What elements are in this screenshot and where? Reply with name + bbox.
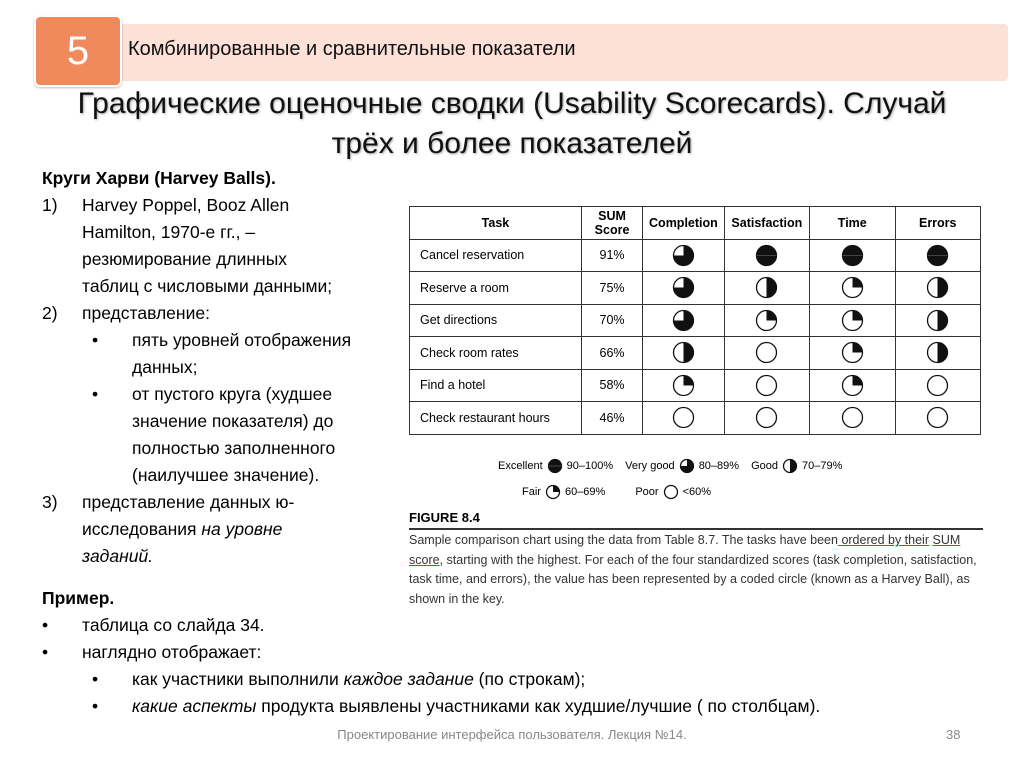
section-number-badge: 5 <box>34 15 122 87</box>
scorecard-body <box>410 239 981 434</box>
harvey-ball-icon <box>663 484 679 500</box>
caption-underlined-2: SUM score, <box>409 533 961 567</box>
item1-text-line3: резюмирование длинных <box>82 249 288 269</box>
header-task: Task <box>410 207 582 240</box>
harvey-ball-icon <box>926 276 949 299</box>
table-row <box>410 402 981 435</box>
harvey-ball-icon <box>841 244 864 267</box>
harvey-ball-icon <box>782 458 798 474</box>
item3-italic-part2: заданий. <box>82 546 154 566</box>
table-row <box>410 239 981 272</box>
harvey-ball-icon <box>841 341 864 364</box>
harvey-ball-icon <box>545 484 561 500</box>
task-name-cell: Get directions <box>410 304 582 337</box>
item2-bullet1-line2: данных; <box>132 357 198 377</box>
task-name-cell: Check restaurant hours <box>410 402 582 435</box>
harvey-ball-icon <box>926 374 949 397</box>
harvey-ball-cell <box>724 337 809 370</box>
scorecard-table <box>409 206 981 435</box>
harvey-ball-icon <box>926 309 949 332</box>
legend-row-1 <box>498 458 854 474</box>
harvey-ball-cell <box>895 337 981 370</box>
harvey-ball-cell <box>724 369 809 402</box>
harvey-ball-icon <box>672 374 695 397</box>
legend-range: 60–69% <box>564 486 606 498</box>
harvey-ball-icon <box>547 458 563 474</box>
item3-italic-part1: на уровне <box>201 519 283 539</box>
legend-range: 70–79% <box>801 460 843 472</box>
legend-range: 80–89% <box>698 460 740 472</box>
legend-row-2 <box>522 484 723 500</box>
figure-rule <box>409 528 983 530</box>
legend-item <box>751 460 842 472</box>
item2-line <box>42 300 402 327</box>
harvey-ball-cell <box>810 369 895 402</box>
harvey-ball-cell <box>895 402 981 435</box>
harvey-ball-icon <box>926 341 949 364</box>
harvey-ball-icon <box>672 406 695 429</box>
slide-title-line2: трёх и более показателей <box>331 127 693 160</box>
sum-score-cell: 46% <box>581 402 642 435</box>
sum-score-cell: 70% <box>581 304 642 337</box>
figure-title: FIGURE 8.4 <box>409 510 480 525</box>
item3-line2 <box>42 516 402 543</box>
header-sum-line1: SUM <box>598 208 626 223</box>
header-sum-score <box>581 207 642 240</box>
section-title: Комбинированные и сравнительные показатели <box>128 38 576 60</box>
item2-number: 2) <box>42 303 58 323</box>
item2-bullet2-line3: полностью заполненного <box>132 438 336 458</box>
item2-text: представление: <box>82 303 210 323</box>
table-row <box>410 337 981 370</box>
slide-title-line1: Графические оценочные сводки (Usability Scorecards). Случай <box>77 87 947 120</box>
harvey-ball-cell <box>810 304 895 337</box>
task-name-cell: Check room rates <box>410 337 582 370</box>
harvey-ball-cell <box>810 239 895 272</box>
harvey-ball-icon <box>755 374 778 397</box>
harvey-ball-icon <box>755 244 778 267</box>
item2-bullet2-line1 <box>42 381 402 408</box>
bullet-glyph: • <box>92 696 99 716</box>
harvey-ball-icon <box>755 341 778 364</box>
harvey-heading: Круги Харви (Harvey Balls). <box>42 168 276 188</box>
harvey-ball-icon <box>755 309 778 332</box>
item2-bullet1-text: пять уровней отображения <box>132 330 352 350</box>
caption-underlined-1: ordered by their <box>837 533 929 547</box>
legend-item <box>498 460 613 472</box>
item1-text-line2: Hamilton, 1970-е гг., – <box>82 222 256 242</box>
table-row <box>410 272 981 305</box>
harvey-ball-icon <box>841 374 864 397</box>
header-time: Time <box>810 207 895 240</box>
harvey-ball-icon <box>672 276 695 299</box>
item1-number: 1) <box>42 195 58 215</box>
example-sub1-italic: каждое задание <box>343 669 474 689</box>
sum-score-cell: 91% <box>581 239 642 272</box>
item2-bullet1-line1 <box>42 327 402 354</box>
example-bullet1-text: таблица со слайда 34. <box>82 615 265 635</box>
harvey-ball-icon <box>672 244 695 267</box>
harvey-ball-cell <box>724 304 809 337</box>
legend-label: Very good <box>625 460 675 472</box>
item2-bullet2-text: от пустого круга (худшее <box>132 384 333 404</box>
item3-text-line2: исследования <box>82 519 202 539</box>
example-sub2-text: продукта выявлены участниками как худшие/лучшие ( по столбцам). <box>256 696 821 716</box>
legend-item <box>522 486 605 498</box>
legend-range: 90–100% <box>566 460 614 472</box>
sum-score-cell: 75% <box>581 272 642 305</box>
harvey-ball-cell <box>643 239 724 272</box>
task-name-cell: Cancel reservation <box>410 239 582 272</box>
bullet-glyph: • <box>92 669 99 689</box>
header-sum-line2: Score <box>594 222 630 237</box>
harvey-ball-icon <box>679 458 695 474</box>
item3-line3 <box>42 543 402 570</box>
harvey-ball-icon <box>755 406 778 429</box>
bullet-glyph: • <box>42 615 49 635</box>
item3-text-line1: представление данных ю- <box>82 492 295 512</box>
legend-item <box>635 486 711 498</box>
example-sub2-italic: какие аспекты <box>132 696 257 716</box>
bullet-glyph: • <box>42 642 49 662</box>
harvey-ball-cell <box>895 369 981 402</box>
scorecard-figure <box>406 200 984 610</box>
legend-range: <60% <box>682 486 712 498</box>
harvey-ball-icon <box>672 309 695 332</box>
harvey-ball-icon <box>926 244 949 267</box>
harvey-ball-cell <box>724 272 809 305</box>
harvey-ball-cell <box>643 369 724 402</box>
item3-line1 <box>42 489 402 516</box>
bullet-glyph: • <box>92 330 99 350</box>
bullet-glyph: • <box>92 384 99 404</box>
legend-label: Good <box>751 460 778 472</box>
harvey-ball-cell <box>895 304 981 337</box>
page-number: 38 <box>946 727 961 742</box>
figure-caption <box>409 531 987 609</box>
example-heading: Пример. <box>42 588 115 608</box>
harvey-ball-cell <box>643 402 724 435</box>
harvey-ball-icon <box>841 276 864 299</box>
table-row <box>410 304 981 337</box>
task-name-cell: Find a hotel <box>410 369 582 402</box>
item1-text-line1: Harvey Poppel, Booz Allen <box>82 195 290 215</box>
example-sub2 <box>42 693 1002 720</box>
example-sub1 <box>42 666 1002 693</box>
sum-score-cell: 58% <box>581 369 642 402</box>
left-text-column <box>42 165 402 570</box>
scorecard-header-row <box>410 207 981 240</box>
item1-line <box>42 192 402 219</box>
task-name-cell: Reserve a room <box>410 272 582 305</box>
harvey-ball-cell <box>643 272 724 305</box>
harvey-ball-icon <box>755 276 778 299</box>
example-sub1-text-a: как участники выполнили <box>132 669 344 689</box>
legend-item <box>625 460 739 472</box>
example-bullet2-text: наглядно отображает: <box>82 642 262 662</box>
harvey-ball-icon <box>841 309 864 332</box>
harvey-ball-cell <box>724 239 809 272</box>
caption-text-b: starting with the highest. For each of the four standardized scores (task completion, satisfaction, task time, and errors), the value has been represented by a coded circle (known as a Harvey Ball), as shown in the key. <box>409 552 977 606</box>
sum-score-cell: 66% <box>581 337 642 370</box>
caption-text-a: Sample comparison chart using the data from Table 8.7. The tasks have been <box>409 533 838 547</box>
harvey-ball-icon <box>672 341 695 364</box>
harvey-ball-cell <box>724 402 809 435</box>
harvey-ball-cell <box>810 272 895 305</box>
header-completion: Completion <box>643 207 724 240</box>
harvey-ball-cell <box>895 239 981 272</box>
item2-bullet2-line2: значение показателя) до <box>132 411 334 431</box>
harvey-ball-cell <box>643 304 724 337</box>
legend-label: Fair <box>522 486 541 498</box>
harvey-ball-icon <box>841 406 864 429</box>
item3-number: 3) <box>42 492 58 512</box>
harvey-ball-cell <box>810 337 895 370</box>
header-satisfaction: Satisfaction <box>724 207 809 240</box>
legend-label: Poor <box>635 486 659 498</box>
footer-text: Проектирование интерфейса пользователя. Лекция №14. <box>337 727 687 742</box>
item2-bullet2-line4: (наилучшее значение). <box>132 465 320 485</box>
item1-text-line4: таблиц с числовыми данными; <box>82 276 333 296</box>
header-errors: Errors <box>895 207 981 240</box>
harvey-ball-cell <box>810 402 895 435</box>
example-bullet1 <box>42 612 1002 639</box>
example-bullet2 <box>42 639 1002 666</box>
table-row <box>410 369 981 402</box>
legend-label: Excellent <box>498 460 543 472</box>
example-sub1-text-b: (по строкам); <box>473 669 586 689</box>
harvey-ball-icon <box>926 406 949 429</box>
harvey-ball-cell <box>643 337 724 370</box>
harvey-ball-cell <box>895 272 981 305</box>
slide-title <box>20 84 1004 164</box>
